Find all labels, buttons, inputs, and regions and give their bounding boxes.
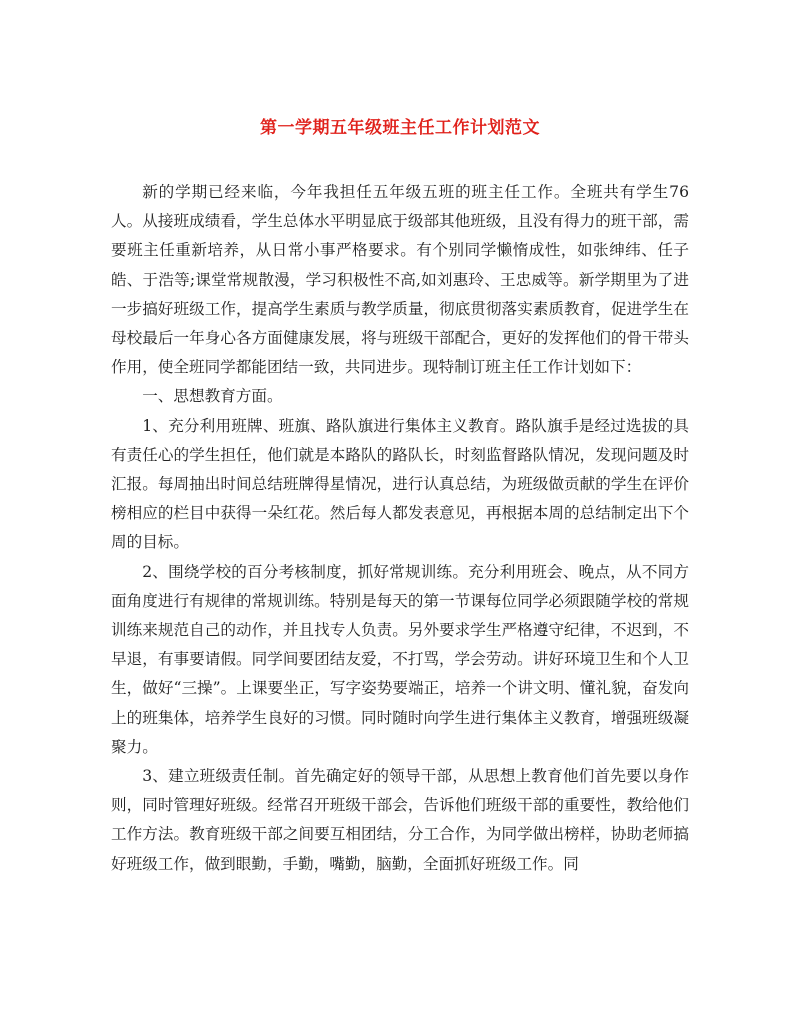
document-body [111,178,689,879]
paragraph-intro: 新的学期已经来临，今年我担任五年级五班的班主任工作。全班共有学生76人。从接班成绩看，学生总体水平明显底于级部其他班级，且没有得力的班干部，需要班主任重新培养，从日常小事严格要求。有个别同学懒惰成性，如张绅纬、任子皓、于浩等;课堂常规散漫，学习积极性不高,如刘惠玲、王忠威等。新学期里为了进一步搞好班级工作，提高学生素质与教学质量，彻底贯彻落实素质教育，促进学生在母校最后一年身心各方面健康发展，将与班级干部配合，更好的发挥他们的骨干带头作用，使全班同学都能团结一致，共同进步。现特制订班主任工作计划如下： [111,183,689,377]
paragraph-item-2: 2、围绕学校的百分考核制度，抓好常规训练。充分利用班会、晚点，从不同方面角度进行有规律的常规训练。特别是每天的第一节课每位同学必须跟随学校的常规训练来规范自己的动作，并且找专人负责。另外要求学生严格遵守纪律，不迟到，不早退，有事要请假。同学间要团结友爱，不打骂，学会劳动。讲好环境卫生和个人卫生，做好“三操”。上课要坐正，写字姿势要端正，培养一个讲文明、懂礼貌，奋发向上的班集体，培养学生良好的习惯。同时随时向学生进行集体主义教育，增强班级凝聚力。 [111,562,689,756]
paragraph-item-1: 1、充分利用班牌、班旗、路队旗进行集体主义教育。路队旗手是经过选拔的具有责任心的学生担任，他们就是本路队的路队长，时刻监督路队情况，发现问题及时汇报。每周抽出时间总结班牌得星情况，进行认真总结，为班级做贡献的学生在评价榜相应的栏目中获得一朵红花。然后每人都发表意见，再根据本周的总结制定出下个周的目标。 [111,416,689,552]
document-title: 第一学期五年级班主任工作计划范文 [260,118,540,138]
paragraph-item-3: 3、建立班级责任制。首先确定好的领导干部，从思想上教育他们首先要以身作则，同时管理好班级。经常召开班级干部会，告诉他们班级干部的重要性，教给他们工作方法。教育班级干部之间要互相团结，分工合作，为同学做出榜样，协助老师搞好班级工作，做到眼勤，手勤，嘴勤，脑勤，全面抓好班级工作。同 [111,767,689,873]
paragraph-section-heading: 一、思想教育方面。 [142,387,283,406]
